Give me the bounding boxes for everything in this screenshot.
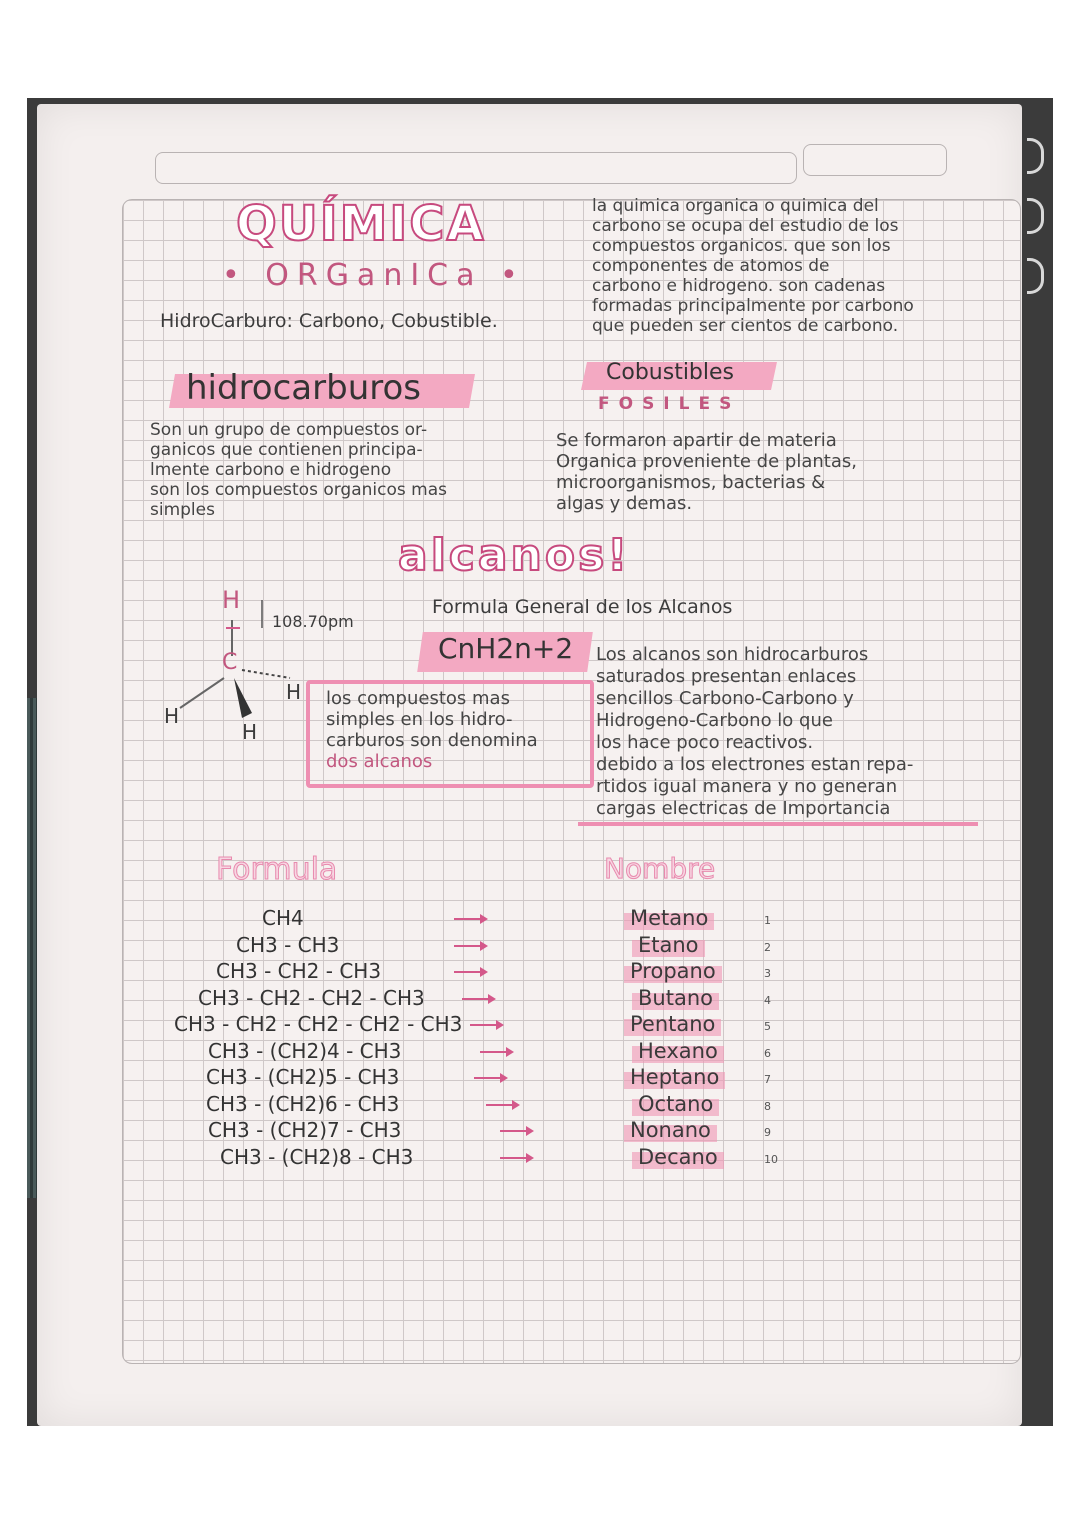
text-line: compuestos organicos. que son los [592, 236, 891, 256]
text-line: simples en los hidro- [326, 709, 513, 730]
row-number: 8 [764, 1099, 771, 1113]
arrow-icon [486, 1104, 514, 1106]
column-header-formula: Formula [216, 852, 338, 887]
atom-label: C [222, 650, 238, 675]
arrow-icon [462, 998, 490, 1000]
text-line: sencillos Carbono-Carbono y [596, 688, 854, 709]
name-cell: Pentano [624, 1012, 721, 1036]
section-title: Cobustibles [606, 360, 735, 385]
text-line: microorganismos, bacterias & [556, 472, 826, 493]
arrow-icon [500, 1157, 528, 1159]
text-line: Se formaron apartir de materia [556, 430, 837, 451]
name-cell: Octano [632, 1092, 719, 1116]
combustibles-paragraph [556, 430, 956, 514]
row-number: 7 [764, 1073, 771, 1086]
formula-heading: Formula General de los Alcanos [432, 596, 733, 618]
keywords-line: HidroCarburo: Carbono, Cobustible. [160, 310, 498, 332]
formula-cell: CH4 [262, 906, 304, 930]
name-cell: Decano [632, 1145, 724, 1169]
hidrocarburos-paragraph [150, 420, 530, 520]
atom-label: H [164, 704, 180, 728]
column-header-nombre: Nombre [604, 852, 716, 885]
text-line: debido a los electrones estan repa- [596, 754, 914, 775]
text-line: ganicos que contienen principa- [150, 440, 423, 460]
name-cell: Heptano [624, 1065, 725, 1089]
formula-cell: CH3 - CH2 - CH2 - CH3 [198, 985, 425, 1010]
text-line: componentes de atomos de [592, 256, 830, 276]
alcanos-title: alcanos! [398, 530, 631, 581]
arrow-icon [474, 1077, 502, 1079]
text-line: Hidrogeno-Carbono lo que [596, 710, 833, 731]
text-line: los hace poco reactivos. [596, 732, 814, 753]
row-number: 10 [764, 1152, 778, 1166]
text-line: formadas principalmente por carbono [592, 296, 914, 316]
formula-cell: CH3 - CH2 - CH3 [216, 959, 382, 983]
text-line: los compuestos mas [326, 688, 510, 709]
text-line: que pueden ser cientos de carbono. [592, 316, 899, 336]
text-line: carbono se ocupa del estudio de los [592, 216, 899, 236]
definition-text [326, 688, 586, 772]
row-number: 3 [764, 967, 771, 980]
formula-cell: CH3 - CH3 [236, 932, 340, 957]
formula-cell: CH3 - (CH2)7 - CH3 [208, 1118, 402, 1142]
binder-ring [1027, 258, 1044, 294]
row-number: 2 [764, 940, 771, 954]
text-line: algas y demas. [556, 493, 693, 514]
row-number: 6 [764, 1046, 771, 1060]
text-line: cargas electricas de Importancia [596, 798, 891, 819]
row-number: 4 [764, 993, 771, 1007]
text-line: carburos son denomina [326, 730, 538, 751]
binder-ring [1027, 138, 1044, 174]
text-line: lmente carbono e hidrogeno [150, 460, 392, 480]
row-number: 9 [764, 1126, 771, 1139]
underline [578, 822, 978, 826]
formula-cell: CH3 - (CH2)4 - CH3 [208, 1038, 402, 1063]
text-line: carbono e hidrogeno. son cadenas [592, 276, 886, 296]
arrow-icon [480, 1051, 508, 1053]
formula-cell: CH3 - CH2 - CH2 - CH2 - CH3 [174, 1012, 463, 1036]
name-cell: Propano [624, 959, 722, 983]
section-title: hidrocarburos [186, 368, 421, 408]
atom-label: H [242, 720, 258, 744]
arrow-icon [470, 1024, 498, 1026]
arrow-icon [454, 945, 482, 947]
atom-label: H [222, 586, 241, 614]
name-cell: Butano [632, 986, 719, 1010]
page-subtitle: • ORGanICa • [222, 258, 526, 293]
binder-ring [1027, 198, 1044, 234]
name-cell: Etano [632, 933, 705, 957]
arrow-icon [454, 918, 482, 920]
text-line: rtidos igual manera y no generan [596, 776, 898, 797]
atom-label: H [286, 680, 302, 704]
formula-cell: CH3 - (CH2)5 - CH3 [206, 1065, 400, 1089]
date-box [803, 144, 947, 176]
arrow-icon [454, 971, 482, 973]
name-cell: Metano [624, 906, 714, 930]
text-line: Organica proveniente de plantas, [556, 451, 857, 472]
row-number: 5 [764, 1020, 771, 1033]
text-line: Los alcanos son hidrocarburos [596, 644, 869, 665]
text-line: la quimica organica o quimica del [592, 196, 879, 216]
bond-length: 108.70pm [272, 612, 354, 631]
page-title: QUÍMICA [236, 196, 486, 252]
header-box [155, 152, 797, 184]
general-formula: CnH2n+2 [438, 632, 574, 665]
text-line: son los compuestos organicos mas [150, 480, 447, 500]
name-cell: Nonano [624, 1118, 717, 1142]
formula-cell: CH3 - (CH2)8 - CH3 [220, 1144, 414, 1169]
name-cell: Hexano [632, 1039, 724, 1063]
section-subtitle: FOSILES [598, 394, 741, 414]
text-line: saturados presentan enlaces [596, 666, 857, 687]
formula-cell: CH3 - (CH2)6 - CH3 [206, 1091, 400, 1116]
arrow-icon [500, 1130, 528, 1132]
intro-paragraph [592, 196, 962, 336]
row-number: 1 [764, 914, 771, 927]
text-line: dos alcanos [326, 751, 433, 772]
text-line: Son un grupo de compuestos or- [150, 420, 428, 440]
alcanos-paragraph [596, 644, 986, 820]
text-line: simples [150, 500, 215, 520]
